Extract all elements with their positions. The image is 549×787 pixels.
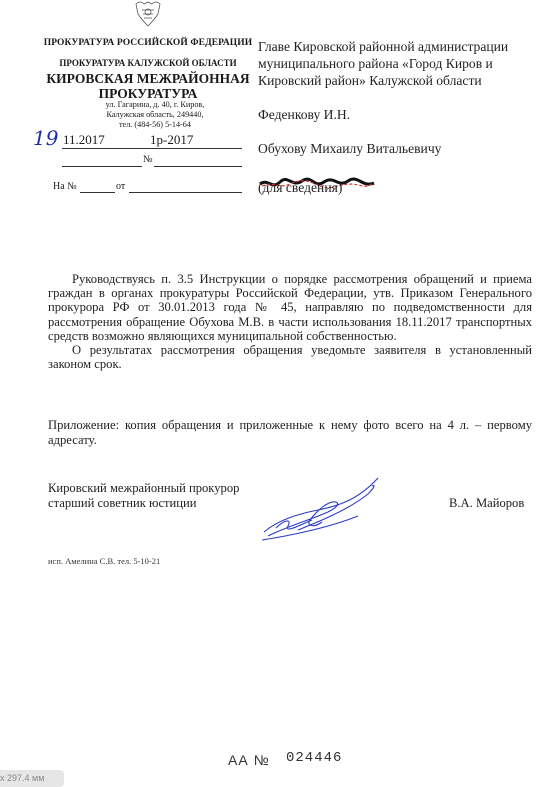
letter-body — [48, 272, 532, 371]
executor-info: исп. Амелина С.В. тел. 5-10-21 — [48, 556, 161, 566]
recipient-block — [258, 38, 533, 157]
office-address — [80, 100, 230, 130]
date-underline — [62, 148, 242, 149]
ref-date-line — [129, 192, 242, 193]
number-label: № — [143, 154, 153, 165]
recipient-line: Главе Кировской районной администрации — [258, 39, 509, 54]
outgoing-date-line — [62, 166, 142, 167]
ref-from-label: от — [116, 181, 126, 192]
signatory-title-line1: Кировский межрайонный прокурор — [48, 481, 240, 495]
registration-number: 1р-2017 — [150, 132, 194, 147]
coat-of-arms-icon — [128, 0, 168, 28]
address-line: ул. Гагарина, д. 40, г. Киров, — [105, 100, 205, 109]
signatory-title — [48, 481, 239, 511]
body-paragraph: О результатах рассмотрения обращения уведомьте заявителя в установленный законом срок. — [48, 343, 532, 372]
recipient-line: Кировский район» Калужской области — [258, 73, 482, 88]
address-line: тел. (484-56) 5-14-64 — [118, 120, 191, 129]
office-name — [40, 71, 256, 101]
handwritten-day: 19 — [33, 126, 59, 150]
address-line: Калужская область, 249440, — [106, 110, 204, 119]
office-name-line1: КИРОВСКАЯ МЕЖРАЙОННАЯ — [46, 71, 250, 86]
office-name-line2: ПРОКУРАТУРА — [98, 86, 198, 101]
recipient-line: муниципального района «Город Киров и — [258, 56, 493, 71]
recipient-person1: Феденкову И.Н. — [258, 107, 351, 122]
body-paragraph: Руководствуясь п. 3.5 Инструкции о порядке рассмотрения обращений и приема граждан в органах прокуратуры Российской Федерации, утв. Приказом Генерального прокурора РФ от 30.01.2013 года № 45, направляю по подведомственности для рассмотрения обращение Обухова М.В. в части использования 18.11.2017 транспортных средств возможно являющихся муниципальной собственностью. — [48, 272, 532, 343]
signatory-name: В.А. Майоров — [449, 496, 525, 510]
ref-number-label: На № — [53, 181, 77, 192]
header-line1: ПРОКУРАТУРА РОССИЙСКОЙ ФЕДЕРАЦИИ — [43, 38, 253, 48]
signatory-title-line2: старший советник юстиции — [48, 496, 197, 510]
handwritten-signature — [258, 470, 388, 550]
page-size-tag: х 297.4 мм — [0, 770, 64, 787]
date-rest: 11.2017 — [63, 132, 105, 147]
form-series: АА № — [228, 752, 270, 768]
form-serial-number: 024446 — [286, 750, 343, 766]
outgoing-number-line — [154, 166, 242, 167]
ref-number-line — [80, 192, 115, 193]
header-line2: ПРОКУРАТУРА КАЛУЖСКОЙ ОБЛАСТИ — [59, 58, 237, 68]
attachment-note: Приложение: копия обращения и приложенные к нему фото всего на 4 л. – первому адресату. — [48, 418, 532, 447]
recipient-person2: Обухову Михаилу Витальевичу — [258, 141, 442, 156]
for-info-note: (для сведения) — [258, 180, 343, 195]
